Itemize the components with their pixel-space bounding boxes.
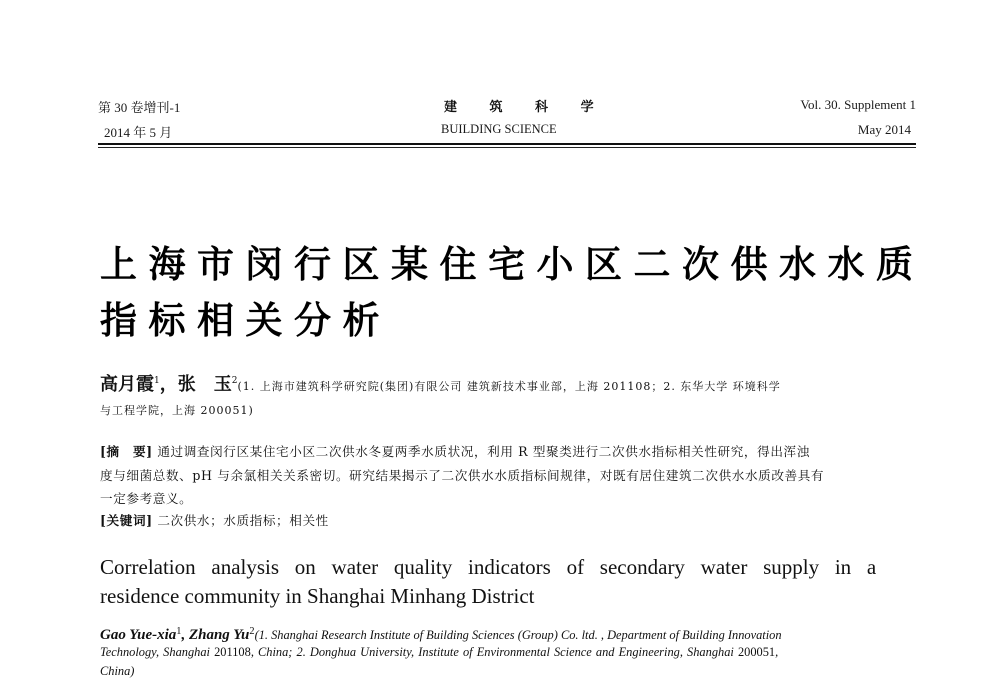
paper-title-en-line2: residence community in Shanghai Minhang District (100, 584, 535, 608)
abstract-text-1: 通过调查闵行区某住宅小区二次供水冬夏两季水质状况，利用 R 型聚类进行二次供水指标相关性研究，得出浑浊 (157, 444, 810, 459)
header-journal-en: BUILDING SCIENCE (441, 122, 557, 136)
abstract-label: [摘 要] (100, 444, 153, 459)
header-volume-en: Vol. 30. Supplement 1 (800, 97, 916, 112)
author-1-sup: 1 (154, 376, 160, 386)
affiliation-en-line1: (1. Shanghai Research Institute of Building Sciences (Group) Co. ltd. , Department of Building Innovation (254, 628, 782, 643)
abstract-cn-line3: 一定参考意义。 (100, 491, 193, 506)
author-2-en-sup: 2 (249, 626, 255, 637)
affiliation-en-line2-part2: , China; 2. Donghua University, Institute of Environmental Science and Engineering, Shanghai (250, 645, 738, 659)
author-2-sup: 2 (231, 376, 238, 386)
keywords-text: 二次供水；水质指标；相关性 (157, 513, 329, 528)
author-1-cn: 高月霞 (100, 374, 154, 395)
affiliation-en-line2-end: , (775, 645, 779, 659)
keywords-label: [关键词] (100, 513, 153, 528)
authors-cn (100, 370, 781, 396)
authors-en-line1: Gao Yue-xia$^1$, Zhang Yu$^2$(1. Shanghai Research Institute of Building Sciences (Group) Co. ltd. , Department of Building Innovation (100, 626, 782, 644)
author-2-en: Zhang Yu (188, 627, 250, 644)
header-date-cn: 2014 年 5 月 (104, 125, 173, 140)
header-rule-thick (98, 143, 916, 145)
paper-title-cn-line1: 上海市闵行区某住宅小区二次供水水质 (100, 242, 925, 286)
affiliation-en-postcode2: 200051 (737, 645, 776, 659)
header-rule-thin (98, 147, 916, 148)
author-2-cn: 张 玉 (177, 374, 232, 395)
header-volume-cn: 第 30 卷增刊-1 (98, 100, 181, 115)
keywords-cn (100, 510, 329, 529)
header-date-en: May 2014 (857, 122, 911, 137)
affiliation-en-line2-part1: Technology, Shanghai (100, 645, 215, 659)
affiliation-en-postcode1: 201108 (214, 645, 251, 659)
abstract-cn-line1 (100, 441, 810, 460)
header-journal-cn: 建 筑 科 学 (444, 100, 608, 115)
paper-title-cn-line2: 指标相关分析 (100, 298, 391, 342)
author-1-en-sup: 1 (176, 626, 182, 637)
affiliation-cn-line2: 与工程学院，上海 200051) (100, 404, 254, 417)
affiliation-cn-line1: (1. 上海市建筑科学研究院(集团)有限公司 建筑新技术事业部，上海 201108；2. 东华大学 环境科学 (237, 380, 781, 393)
author-1-en: Gao Yue-xia (100, 627, 177, 644)
paper-title-en-line1: Correlation analysis on water quality indicators of secondary water supply in a (100, 555, 877, 579)
author-separator: ， (159, 374, 178, 395)
affiliation-en-line3: China) (100, 664, 135, 678)
authors-en-line2 (100, 645, 778, 660)
abstract-cn-line2: 度与细菌总数、pH 与余氯相关关系密切。研究结果揭示了二次供水水质指标间规律，对既有居住建筑二次供水水质改善具有 (100, 468, 825, 483)
